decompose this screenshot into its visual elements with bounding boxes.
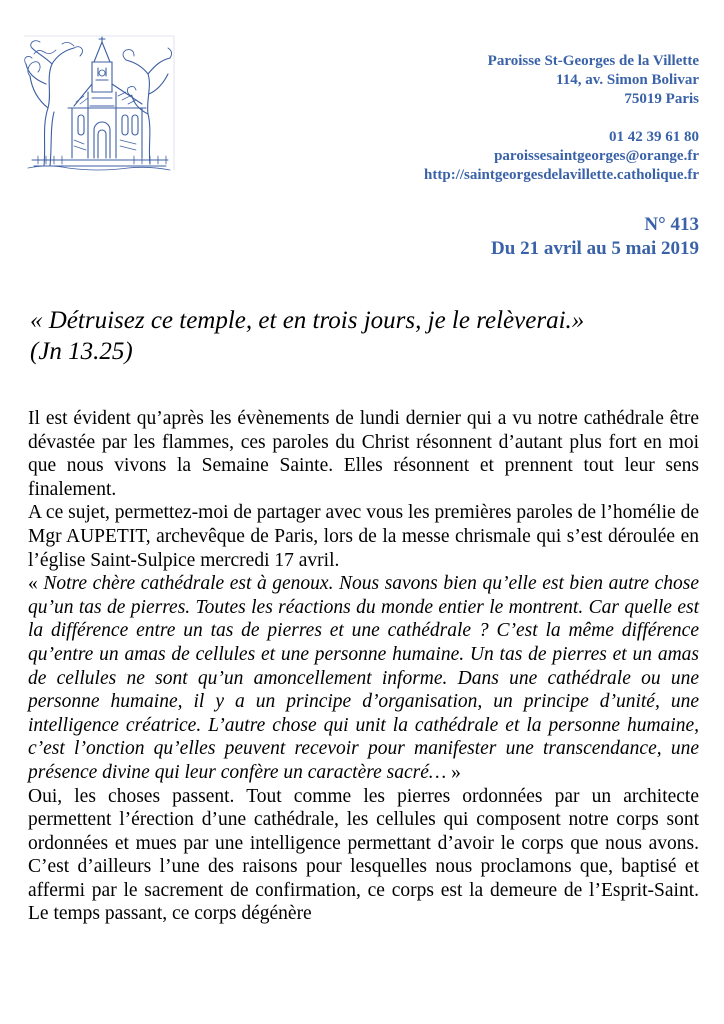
scripture-quote [30,305,710,367]
issue-number: N° 413 [644,214,699,235]
homily-citation [28,572,699,784]
issue-block [491,213,699,261]
quote-text: « Détruisez ce temple, et en trois jours, je le relèverai.» [30,307,585,334]
citation-close-mark: » [451,761,461,783]
address-city: 75019 Paris [624,91,699,107]
quote-reference: (Jn 13.25) [30,338,133,365]
address-street: 114, av. Simon Bolivar [556,72,699,88]
parish-contact-block [424,52,699,185]
citation-open-mark: « [28,573,44,595]
paragraph-2: A ce sujet, permettez-moi de partager avec vous les premières paroles de l’homélie de Mgr AUPETIT, archevêque de Paris, lors de la messe chrismale qui s’est déroulée en l’église Saint-Sulpice mercredi 17 avril. [28,502,699,571]
email-address: paroissesaintgeorges@orange.fr [494,148,699,164]
parish-name: Paroisse St-Georges de la Villette [487,53,699,69]
spacer [424,109,699,128]
citation-text: Notre chère cathédrale est à genoux. Nous savons bien qu’elle est bien autre chose qu’un tas de pierres. Toutes les réactions du monde entier le montrent. Car quelle est la différence entre un tas de pierres et une cathédrale ? C’est la même différence qu’entre un amas de cellules et une personne humaine. Un tas de pierres et un amas de cellules ne sont qu’un amoncellement informe. Dans une cathédrale ou une personne humaine, il y a un principe d’organisation, un principe d’unité, une intelligence créatrice. L’autre chose qui unit la cathédrale et la personne humaine, c’est l’onction qu’elles peuvent recevoir pour manifester une transcendance, une présence divine qui leur confère un caractère sacré… [28,573,699,783]
paragraph-3: Oui, les choses passent. Tout comme les pierres ordonnées par un architecte permettent l’érection d’une cathédrale, les cellules qui composent notre corps sont ordonnées et mues par une intelligence permettant d’avoir le corps que nous avons. C’est d’ailleurs l’une des raisons pour lesquelles nous proclamons que, baptisé et affermi par le sacrement de confirmation, ce corps est la demeure de l’Esprit-Saint. Le temps passant, ce corps dégénère [28,785,699,925]
paragraph-1: Il est évident qu’après les évènements de lundi dernier qui a vu notre cathédrale être dévastée par les flammes, ces paroles du Christ résonnent d’autant plus fort en moi que nous vivons la Semaine Sainte. Elles résonnent et prennent tout leur sens finalement. [28,408,699,500]
issue-dates: Du 21 avril au 5 mai 2019 [491,238,699,259]
church-sketch-logo [22,34,176,172]
article-body [28,407,699,926]
website-url: http://saintgeorgesdelavillette.catholique.fr [424,167,699,183]
phone-number: 01 42 39 61 80 [609,129,699,145]
